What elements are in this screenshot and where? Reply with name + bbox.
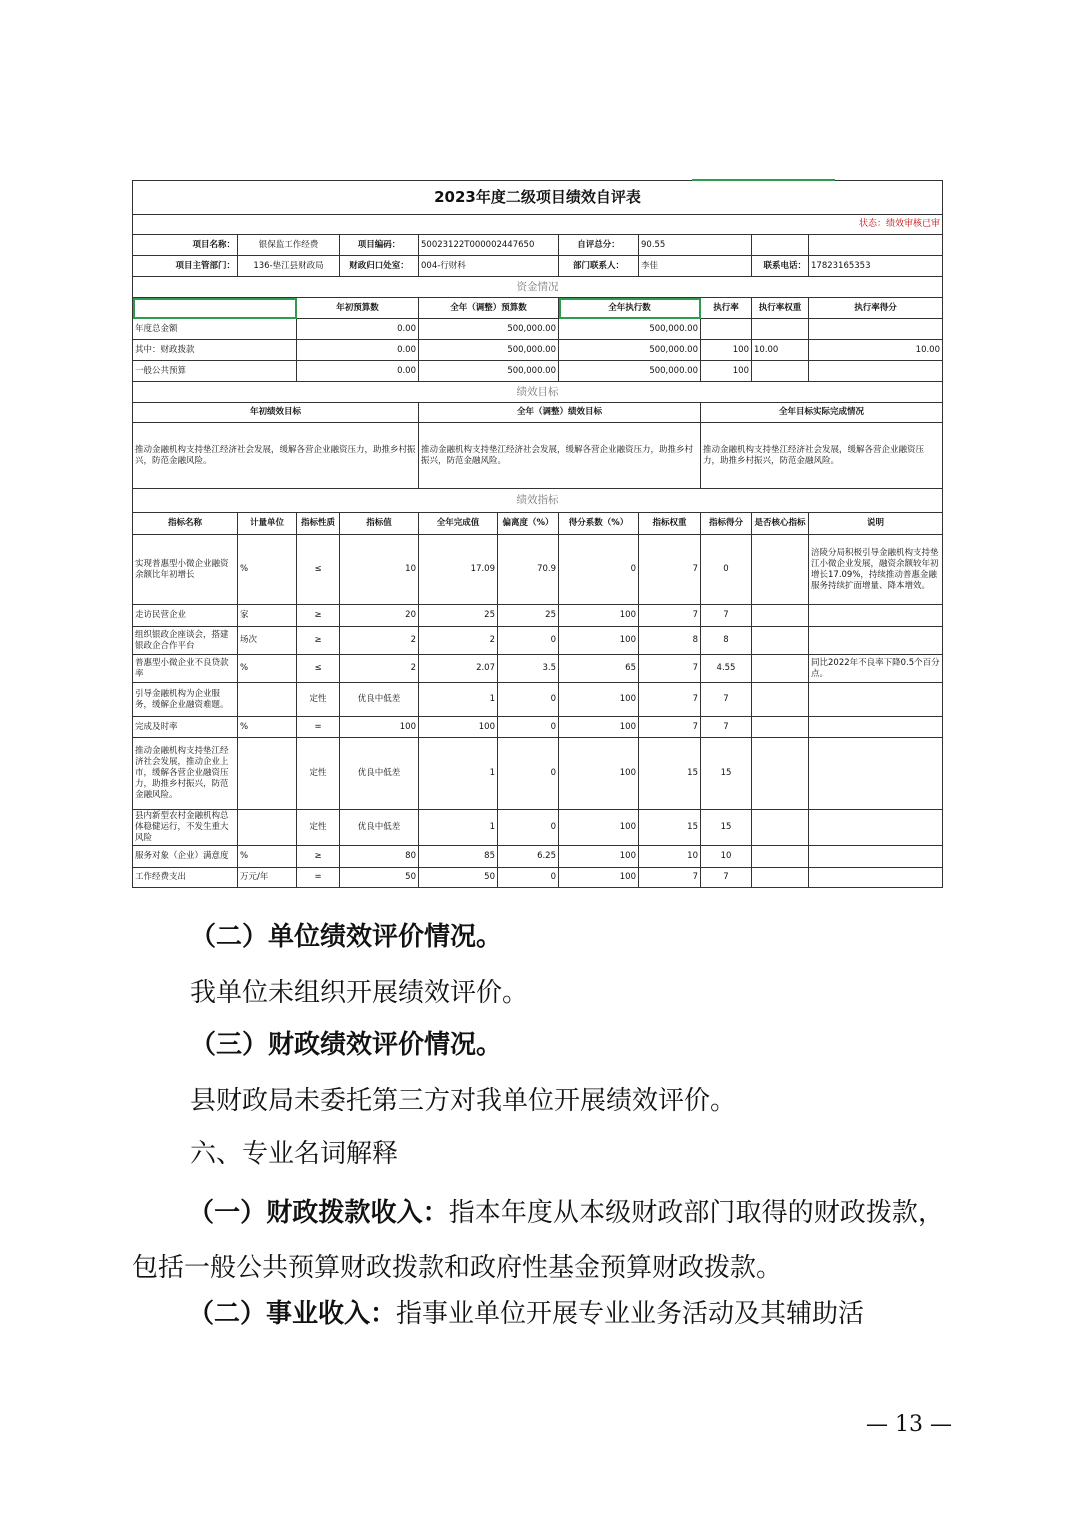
contact-name: 李佳 <box>639 256 752 277</box>
indicator-note <box>809 846 943 868</box>
indicator-score: 15 <box>701 810 752 846</box>
indicator-score: 7 <box>701 683 752 717</box>
page-number: — 13 — <box>866 1412 952 1437</box>
status-label: 状态：绩效审核已审 <box>133 215 943 235</box>
funds-row-score <box>809 319 943 340</box>
indicator-score: 7 <box>701 868 752 888</box>
indicator-score: 15 <box>701 738 752 810</box>
indicator-deviation: 70.9 <box>498 535 559 605</box>
indicator-deviation: 25 <box>498 605 559 627</box>
indicator-coefficient: 100 <box>559 738 639 810</box>
goal-initial-text: 推动金融机构支持垫江经济社会发展，缓解各营企业融资压力，助推乡村振兴，防范金融风险。 <box>133 423 419 489</box>
indicator-core <box>752 868 809 888</box>
indicator-note: 同比2022年不良率下降0.5个百分点。 <box>809 655 943 683</box>
indicator-weight: 7 <box>639 605 701 627</box>
indicator-nature: ≥ <box>297 846 340 868</box>
indicator-score: 4.55 <box>701 655 752 683</box>
term-1-text: 指本年度从本级财政部门取得的财政拨款，包括一般公共预算财政拨款和政府性基金预算财政拨款。 <box>132 1198 944 1283</box>
indicator-note <box>809 605 943 627</box>
indicator-weight: 7 <box>639 683 701 717</box>
indicator-coefficient: 0 <box>559 535 639 605</box>
indicator-name: 引导金融机构为企业服务，缓解企业融资难题。 <box>133 683 238 717</box>
indicator-weight: 15 <box>639 810 701 846</box>
indicator-deviation: 0 <box>498 717 559 738</box>
indicator-done: 2 <box>419 627 498 655</box>
paragraph-term-2 <box>132 1293 944 1330</box>
heading-unit-evaluation: （二）单位绩效评价情况。 <box>190 922 503 952</box>
indicator-weight: 8 <box>639 627 701 655</box>
indicator-nature: ≥ <box>297 627 340 655</box>
indicator-nature: 定性 <box>297 810 340 846</box>
funds-row-executed: 500,000.00 <box>559 361 701 382</box>
indicator-header: 全年完成值 <box>419 513 498 535</box>
dept-label: 项目主管部门： <box>133 256 238 277</box>
paragraph-term-1 <box>132 1186 944 1296</box>
term-1-label: （一）财政拨款收入： <box>188 1198 449 1228</box>
funds-row-rate: 100 <box>701 361 752 382</box>
indicator-header: 指标性质 <box>297 513 340 535</box>
indicator-deviation: 0 <box>498 683 559 717</box>
indicator-name: 县内新型农村金融机构总体稳健运行，不发生重大风险 <box>133 810 238 846</box>
indicator-done: 85 <box>419 846 498 868</box>
indicator-value: 2 <box>340 627 419 655</box>
indicator-score: 0 <box>701 535 752 605</box>
indicator-done: 1 <box>419 810 498 846</box>
indicator-value: 20 <box>340 605 419 627</box>
project-code-label: 项目编码： <box>340 235 419 256</box>
indicator-note: 涪陵分局积极引导金融机构支持垫江小微企业发展，融资余额较年初增长17.09%，持续推动普惠金融服务持续扩面增量、降本增效。 <box>809 535 943 605</box>
indicator-done: 1 <box>419 683 498 717</box>
indicator-name: 推动金融机构支持垫江经济社会发展，推动企业上市，缓解各营企业融资压力，助推乡村振兴，防范金融风险。 <box>133 738 238 810</box>
term-2-label: （二）事业收入： <box>188 1299 397 1329</box>
goals-section-header: 绩效目标 <box>133 382 943 403</box>
funds-row-executed: 500,000.00 <box>559 340 701 361</box>
indicator-header: 说明 <box>809 513 943 535</box>
goals-header-adjusted: 全年（调整）绩效目标 <box>419 403 701 423</box>
indicator-coefficient: 100 <box>559 683 639 717</box>
indicator-core <box>752 605 809 627</box>
indicator-coefficient: 100 <box>559 717 639 738</box>
indicator-score: 7 <box>701 605 752 627</box>
indicator-nature: ≥ <box>297 605 340 627</box>
indicator-name: 走访民营企业 <box>133 605 238 627</box>
indicator-header: 指标权重 <box>639 513 701 535</box>
goal-actual-text: 推动金融机构支持垫江经济社会发展，缓解各营企业融资压力，助推乡村振兴，防范金融风险。 <box>701 423 943 489</box>
funds-header-weight: 执行率权重 <box>752 298 809 319</box>
funds-section-header: 资金情况 <box>133 277 943 298</box>
phone-label: 联系电话： <box>752 256 809 277</box>
indicator-value: 优良中低差 <box>340 738 419 810</box>
indicator-name: 工作经费支出 <box>133 868 238 888</box>
indicator-header: 偏离度（%） <box>498 513 559 535</box>
funds-header-rate: 执行率 <box>701 298 752 319</box>
empty-cell <box>809 235 943 256</box>
indicator-coefficient: 100 <box>559 868 639 888</box>
indicator-header: 指标值 <box>340 513 419 535</box>
indicator-header: 计量单位 <box>238 513 297 535</box>
funds-row-weight: 10.00 <box>752 340 809 361</box>
indicator-done: 25 <box>419 605 498 627</box>
indicator-header: 指标得分 <box>701 513 752 535</box>
indicator-unit <box>238 738 297 810</box>
heading-finance-evaluation: （三）财政绩效评价情况。 <box>190 1030 503 1060</box>
indicator-value: 2 <box>340 655 419 683</box>
funds-row-initial: 0.00 <box>297 361 419 382</box>
funds-header-initial: 年初预算数 <box>297 298 419 319</box>
indicator-coefficient: 65 <box>559 655 639 683</box>
phone-number: 17823165353 <box>809 256 943 277</box>
indicator-value: 10 <box>340 535 419 605</box>
indicator-nature: = <box>297 717 340 738</box>
funds-row-score <box>809 361 943 382</box>
indicator-value: 优良中低差 <box>340 683 419 717</box>
funds-row-name: 年度总金额 <box>133 319 297 340</box>
indicator-coefficient: 100 <box>559 810 639 846</box>
funds-row-rate <box>701 319 752 340</box>
indicator-weight: 7 <box>639 717 701 738</box>
indicator-deviation: 0 <box>498 810 559 846</box>
indicator-name: 普惠型小微企业不良贷款率 <box>133 655 238 683</box>
goals-header-initial: 年初绩效目标 <box>133 403 419 423</box>
paragraph-finance-evaluation: 县财政局未委托第三方对我单位开展绩效评价。 <box>190 1086 737 1116</box>
goals-header-actual: 全年目标实际完成情况 <box>701 403 943 423</box>
indicator-unit: % <box>238 535 297 605</box>
indicator-core <box>752 627 809 655</box>
funds-header-score: 执行率得分 <box>809 298 943 319</box>
indicator-nature: ≤ <box>297 655 340 683</box>
performance-table <box>132 180 942 888</box>
indicator-deviation: 0 <box>498 738 559 810</box>
total-score: 90.55 <box>639 235 752 256</box>
indicator-unit <box>238 810 297 846</box>
funds-row-weight <box>752 319 809 340</box>
indicator-name: 服务对象（企业）满意度 <box>133 846 238 868</box>
indicator-name: 完成及时率 <box>133 717 238 738</box>
project-name: 银保监工作经费 <box>238 235 340 256</box>
funds-row-adjusted: 500,000.00 <box>419 340 559 361</box>
indicator-core <box>752 846 809 868</box>
funds-row-weight <box>752 361 809 382</box>
cell-selection-mark <box>692 179 835 181</box>
indicator-weight: 7 <box>639 868 701 888</box>
contact-label: 部门联系人： <box>559 256 639 277</box>
funds-row-score: 10.00 <box>809 340 943 361</box>
term-2-text: 指事业单位开展专业业务活动及其辅助活 <box>396 1299 865 1329</box>
indicator-deviation: 6.25 <box>498 846 559 868</box>
indicator-note <box>809 738 943 810</box>
funds-header-blank <box>133 298 297 319</box>
office-name: 004-行财科 <box>419 256 559 277</box>
indicator-nature: 定性 <box>297 738 340 810</box>
indicator-core <box>752 717 809 738</box>
indicator-unit: % <box>238 655 297 683</box>
indicator-core <box>752 810 809 846</box>
funds-header-executed: 全年执行数 <box>559 298 701 319</box>
funds-header-adjusted: 全年（调整）预算数 <box>419 298 559 319</box>
indicator-value: 优良中低差 <box>340 810 419 846</box>
indicator-done: 100 <box>419 717 498 738</box>
indicator-header: 得分系数（%） <box>559 513 639 535</box>
indicator-unit: % <box>238 717 297 738</box>
indicator-weight: 7 <box>639 535 701 605</box>
indicator-done: 1 <box>419 738 498 810</box>
funds-row-executed: 500,000.00 <box>559 319 701 340</box>
indicator-note <box>809 717 943 738</box>
funds-row-initial: 0.00 <box>297 340 419 361</box>
indicator-unit: 万元/年 <box>238 868 297 888</box>
funds-row-name: 其中：财政拨款 <box>133 340 297 361</box>
paragraph-unit-evaluation: 我单位未组织开展绩效评价。 <box>190 978 529 1008</box>
indicator-header: 指标名称 <box>133 513 238 535</box>
indicator-value: 100 <box>340 717 419 738</box>
indicator-deviation: 0 <box>498 868 559 888</box>
indicator-value: 50 <box>340 868 419 888</box>
indicator-unit: 家 <box>238 605 297 627</box>
indicator-coefficient: 100 <box>559 605 639 627</box>
indicator-done: 2.07 <box>419 655 498 683</box>
indicators-section-header: 绩效指标 <box>133 489 943 513</box>
goal-adjusted-text: 推动金融机构支持垫江经济社会发展，缓解各营企业融资压力，助推乡村振兴，防范金融风险。 <box>419 423 701 489</box>
indicator-score: 7 <box>701 717 752 738</box>
indicator-weight: 10 <box>639 846 701 868</box>
indicator-name: 组织银政企座谈会，搭建银政企合作平台 <box>133 627 238 655</box>
funds-row-adjusted: 500,000.00 <box>419 361 559 382</box>
indicator-core <box>752 535 809 605</box>
indicator-unit <box>238 683 297 717</box>
indicator-weight: 15 <box>639 738 701 810</box>
indicator-done: 50 <box>419 868 498 888</box>
indicator-unit: % <box>238 846 297 868</box>
indicator-name: 实现普惠型小微企业融资余额比年初增长 <box>133 535 238 605</box>
project-code: 50023122T000002447650 <box>419 235 559 256</box>
funds-row-rate: 100 <box>701 340 752 361</box>
table-title: 2023年度二级项目绩效自评表 <box>133 181 943 215</box>
indicator-header: 是否核心指标 <box>752 513 809 535</box>
indicator-nature: 定性 <box>297 683 340 717</box>
heading-terms: 六、专业名词解释 <box>190 1139 399 1169</box>
indicator-core <box>752 683 809 717</box>
indicator-note <box>809 868 943 888</box>
indicator-weight: 7 <box>639 655 701 683</box>
indicator-coefficient: 100 <box>559 846 639 868</box>
indicator-unit: 场次 <box>238 627 297 655</box>
funds-row-name: 一般公共预算 <box>133 361 297 382</box>
score-label: 自评总分： <box>559 235 639 256</box>
funds-row-initial: 0.00 <box>297 319 419 340</box>
funds-row-adjusted: 500,000.00 <box>419 319 559 340</box>
indicator-done: 17.09 <box>419 535 498 605</box>
dept-name: 136-垫江县财政局 <box>238 256 340 277</box>
office-label: 财政归口处室： <box>340 256 419 277</box>
indicator-core <box>752 738 809 810</box>
indicator-nature: ≤ <box>297 535 340 605</box>
indicator-note <box>809 683 943 717</box>
indicator-nature: = <box>297 868 340 888</box>
evaluation-table <box>132 180 943 888</box>
empty-cell <box>752 235 809 256</box>
indicator-note <box>809 627 943 655</box>
project-name-label: 项目名称： <box>133 235 238 256</box>
indicator-core <box>752 655 809 683</box>
indicator-deviation: 3.5 <box>498 655 559 683</box>
indicator-deviation: 0 <box>498 627 559 655</box>
indicator-score: 8 <box>701 627 752 655</box>
indicator-note <box>809 810 943 846</box>
indicator-coefficient: 100 <box>559 627 639 655</box>
indicator-score: 10 <box>701 846 752 868</box>
indicator-value: 80 <box>340 846 419 868</box>
